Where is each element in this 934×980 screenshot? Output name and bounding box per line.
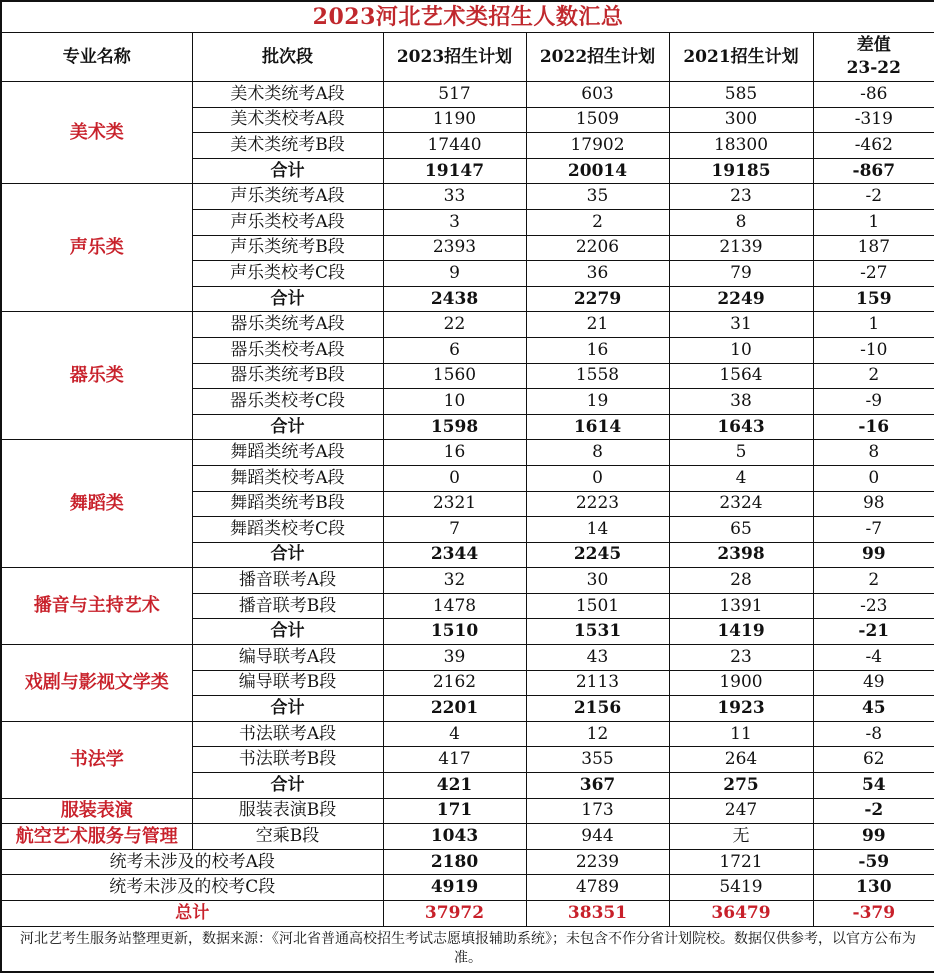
plan-2022-value: 0 [526,465,669,491]
table-row [1,798,934,824]
subtotal-diff: -867 [813,158,934,184]
plan-2022-value: 2223 [526,491,669,517]
plan-2021-value: 264 [669,747,813,773]
diff-value: -9 [813,389,934,415]
plan-2021-value: 8 [669,209,813,235]
plan-2022-value: 355 [526,747,669,773]
subtotal-diff: 99 [813,542,934,568]
diff-value: -319 [813,107,934,133]
plan-2023-value: 9 [383,261,526,287]
batch-name: 器乐类统考A段 [192,312,383,338]
batch-name: 舞蹈类统考A段 [192,440,383,466]
table-row [1,82,934,108]
category-name: 舞蹈类 [1,440,192,568]
plan-2023-value: 3 [383,209,526,235]
header-batch: 批次段 [192,33,383,82]
batch-name: 播音联考A段 [192,568,383,594]
plan-2021-value: 1564 [669,363,813,389]
category-name: 美术类 [1,82,192,184]
batch-name: 器乐类校考C段 [192,389,383,415]
plan-2023-value: 0 [383,465,526,491]
subtotal-label: 合计 [192,414,383,440]
plan-2023-value: 1043 [383,824,526,850]
subtotal-2022: 2279 [526,286,669,312]
grand-total-2022: 38351 [526,901,669,927]
plan-2021-value: 18300 [669,133,813,159]
grand-total-label: 总计 [1,901,383,927]
plan-2023-value: 7 [383,517,526,543]
diff-value: -8 [813,721,934,747]
batch-name: 声乐类校考C段 [192,261,383,287]
diff-value: -2 [813,184,934,210]
plan-2021-value: 31 [669,312,813,338]
category-name: 声乐类 [1,184,192,312]
plan-2021-value: 4 [669,465,813,491]
category-name: 器乐类 [1,312,192,440]
diff-value: -2 [813,798,934,824]
grand-total-2021: 36479 [669,901,813,927]
table-row [1,824,934,850]
plan-2023-value: 39 [383,645,526,671]
diff-value: 0 [813,465,934,491]
plan-2021-value: 65 [669,517,813,543]
diff-value: -59 [813,849,934,875]
category-name: 航空艺术服务与管理 [1,824,192,850]
subtotal-diff: 45 [813,696,934,722]
plan-2023-value: 10 [383,389,526,415]
category-name: 服装表演 [1,798,192,824]
plan-2022-value: 17902 [526,133,669,159]
subtotal-diff: 54 [813,773,934,799]
plan-2023-value: 4 [383,721,526,747]
batch-name: 美术类统考B段 [192,133,383,159]
plan-2022-value: 1501 [526,593,669,619]
subtotal-diff: -21 [813,619,934,645]
batch-name: 舞蹈类校考A段 [192,465,383,491]
subtotal-label: 合计 [192,542,383,568]
subtotal-2022: 1531 [526,619,669,645]
batch-name: 声乐类校考A段 [192,209,383,235]
grand-total-row [1,901,934,927]
batch-name: 统考未涉及的校考C段 [1,875,383,901]
subtotal-2022: 1614 [526,414,669,440]
batch-name: 编导联考B段 [192,670,383,696]
plan-2022-value: 1558 [526,363,669,389]
diff-value: 98 [813,491,934,517]
batch-name: 声乐类统考A段 [192,184,383,210]
subtotal-2023: 1598 [383,414,526,440]
table-row [1,568,934,594]
plan-2021-value: 2139 [669,235,813,261]
subtotal-2022: 2245 [526,542,669,568]
plan-2021-value: 2324 [669,491,813,517]
plan-2021-value: 247 [669,798,813,824]
plan-2022-value: 19 [526,389,669,415]
batch-name: 美术类统考A段 [192,82,383,108]
subtotal-2023: 421 [383,773,526,799]
header-diff [813,33,934,82]
batch-name: 播音联考B段 [192,593,383,619]
plan-2021-value: 38 [669,389,813,415]
plan-2022-value: 4789 [526,875,669,901]
plan-2023-value: 2321 [383,491,526,517]
table-row [1,312,934,338]
batch-name: 统考未涉及的校考A段 [1,849,383,875]
plan-2022-value: 2 [526,209,669,235]
subtotal-label: 合计 [192,773,383,799]
plan-2023-value: 1190 [383,107,526,133]
header-plan-2021: 2021招生计划 [669,33,813,82]
plan-2022-value: 1509 [526,107,669,133]
subtotal-2022: 20014 [526,158,669,184]
plan-2022-value: 43 [526,645,669,671]
subtotal-2021: 2398 [669,542,813,568]
plan-2023-value: 2180 [383,849,526,875]
plan-2023-value: 2393 [383,235,526,261]
header-row [1,33,934,82]
footnote: 河北艺考生服务站整理更新，数据来源：《河北省普通高校招生考试志愿填报辅助系统》；未包含不作分省计划院校。数据仅供参考，以官方公布为准。 [1,926,934,972]
subtotal-2021: 275 [669,773,813,799]
plan-2023-value: 6 [383,337,526,363]
subtotal-diff: 159 [813,286,934,312]
plan-2023-value: 17440 [383,133,526,159]
plan-2023-value: 171 [383,798,526,824]
batch-name: 器乐类校考A段 [192,337,383,363]
category-name: 播音与主持艺术 [1,568,192,645]
table-row [1,721,934,747]
plan-2021-value: 11 [669,721,813,747]
subtotal-2021: 19185 [669,158,813,184]
subtotal-2023: 2344 [383,542,526,568]
diff-value: 99 [813,824,934,850]
batch-name: 书法联考B段 [192,747,383,773]
grand-total-diff: -379 [813,901,934,927]
diff-value: -23 [813,593,934,619]
header-diff-range: 23-22 [846,58,901,78]
diff-value: -4 [813,645,934,671]
subtotal-label: 合计 [192,696,383,722]
diff-value: -27 [813,261,934,287]
table-row [1,184,934,210]
plan-2022-value: 36 [526,261,669,287]
plan-2022-value: 2113 [526,670,669,696]
plan-2022-value: 30 [526,568,669,594]
plan-2023-value: 417 [383,747,526,773]
subtotal-2021: 1419 [669,619,813,645]
plan-2021-value: 1391 [669,593,813,619]
page-title: 2023河北艺术类招生人数汇总 [1,1,934,33]
diff-value: 2 [813,363,934,389]
batch-name: 美术类校考A段 [192,107,383,133]
plan-2022-value: 12 [526,721,669,747]
category-name: 书法学 [1,721,192,798]
plan-2021-value: 10 [669,337,813,363]
diff-value: 49 [813,670,934,696]
table-row [1,440,934,466]
plan-2022-value: 603 [526,82,669,108]
header-plan-2023: 2023招生计划 [383,33,526,82]
subtotal-2021: 1643 [669,414,813,440]
header-major: 专业名称 [1,33,192,82]
diff-value: -86 [813,82,934,108]
subtotal-2023: 19147 [383,158,526,184]
batch-name: 空乘B段 [192,824,383,850]
plan-2022-value: 944 [526,824,669,850]
plan-2021-value: 1721 [669,849,813,875]
plan-2021-value: 1900 [669,670,813,696]
plan-2023-value: 16 [383,440,526,466]
plan-2021-value: 300 [669,107,813,133]
subtotal-label: 合计 [192,619,383,645]
category-name: 戏剧与影视文学类 [1,645,192,722]
batch-name: 编导联考A段 [192,645,383,671]
plan-2022-value: 8 [526,440,669,466]
diff-value: 8 [813,440,934,466]
batch-name: 服装表演B段 [192,798,383,824]
plan-2021-value: 585 [669,82,813,108]
subtotal-2023: 1510 [383,619,526,645]
plan-2023-value: 2162 [383,670,526,696]
diff-value: 1 [813,209,934,235]
subtotal-label: 合计 [192,158,383,184]
diff-value: 62 [813,747,934,773]
plan-2021-value: 5419 [669,875,813,901]
plan-2021-value: 23 [669,645,813,671]
plan-2021-value: 28 [669,568,813,594]
subtotal-2022: 2156 [526,696,669,722]
batch-name: 书法联考A段 [192,721,383,747]
diff-value: 2 [813,568,934,594]
table-row [1,875,934,901]
plan-2022-value: 35 [526,184,669,210]
diff-value: -462 [813,133,934,159]
subtotal-diff: -16 [813,414,934,440]
plan-2023-value: 4919 [383,875,526,901]
plan-2022-value: 2206 [526,235,669,261]
subtotal-2021: 2249 [669,286,813,312]
subtotal-2023: 2438 [383,286,526,312]
table-row [1,645,934,671]
plan-2021-value: 23 [669,184,813,210]
plan-2021-value: 无 [669,824,813,850]
plan-2023-value: 22 [383,312,526,338]
plan-2022-value: 21 [526,312,669,338]
plan-2021-value: 79 [669,261,813,287]
plan-2023-value: 1478 [383,593,526,619]
plan-2022-value: 2239 [526,849,669,875]
subtotal-2023: 2201 [383,696,526,722]
header-diff-label: 差值 [856,35,891,56]
grand-total-2023: 37972 [383,901,526,927]
diff-value: 187 [813,235,934,261]
plan-2023-value: 1560 [383,363,526,389]
subtotal-label: 合计 [192,286,383,312]
subtotal-2022: 367 [526,773,669,799]
plan-2022-value: 173 [526,798,669,824]
batch-name: 器乐类统考B段 [192,363,383,389]
subtotal-2021: 1923 [669,696,813,722]
batch-name: 声乐类统考B段 [192,235,383,261]
diff-value: -10 [813,337,934,363]
diff-value: -7 [813,517,934,543]
plan-2022-value: 14 [526,517,669,543]
diff-value: 1 [813,312,934,338]
plan-2021-value: 5 [669,440,813,466]
plan-2022-value: 16 [526,337,669,363]
diff-value: 130 [813,875,934,901]
plan-2023-value: 32 [383,568,526,594]
batch-name: 舞蹈类校考C段 [192,517,383,543]
plan-2023-value: 33 [383,184,526,210]
header-plan-2022: 2022招生计划 [526,33,669,82]
batch-name: 舞蹈类统考B段 [192,491,383,517]
plan-2023-value: 517 [383,82,526,108]
table-row [1,849,934,875]
